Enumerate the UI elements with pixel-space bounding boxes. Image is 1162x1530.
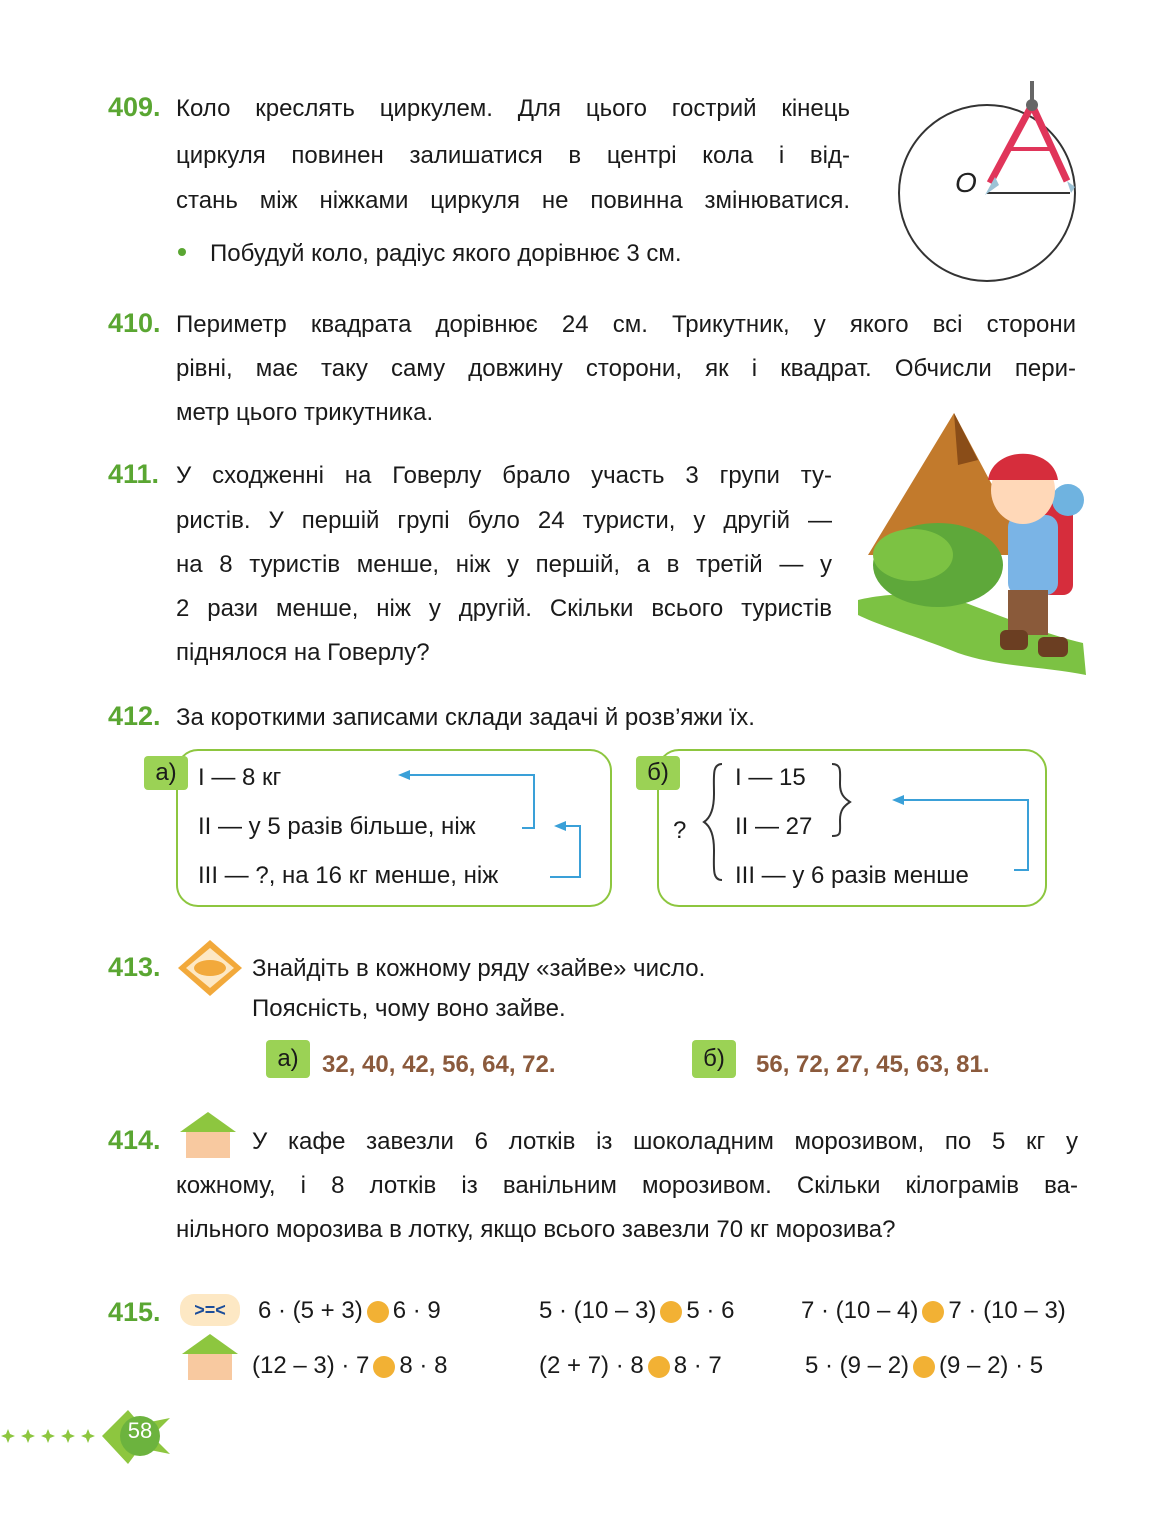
compare-icon: >=<	[180, 1294, 240, 1326]
task-411-line-4: 2 рази менше, ніж у другій. Скільки всього туристів	[176, 595, 832, 622]
note-a-line-1: I — 8 кг	[198, 764, 282, 791]
bullet-icon	[178, 248, 186, 256]
note-b-line-2: II — 27	[735, 813, 813, 840]
task-414-line-1: У кафе завезли 6 лотків із шоколадним морозивом, по 5 кг у	[252, 1128, 1078, 1155]
note-a-line-3: III — ?, на 16 кг менше, ніж	[198, 862, 499, 889]
tag-413-b: б)	[692, 1040, 736, 1078]
row-b-numbers: 56, 72, 27, 45, 63, 81.	[756, 1051, 990, 1078]
task-414-number: 414.	[108, 1125, 161, 1155]
task-412-text: За короткими записами склади задачі й розв’яжи їх.	[176, 704, 755, 731]
compare-r1-c3: 7 · (10 – 4) 7 · (10 – 3)	[801, 1297, 1066, 1324]
compare-dot-icon	[367, 1301, 389, 1323]
task-413-number: 413.	[108, 952, 161, 982]
hiker-illustration	[858, 405, 1088, 680]
page-ornament	[0, 1404, 200, 1474]
task-409-bullet: Побудуй коло, радіус якого дорівнює 3 см.	[210, 240, 682, 267]
compare-dot-icon	[922, 1301, 944, 1323]
task-411-line-2: ристів. У першій групі було 24 туристи, у другій —	[176, 507, 832, 534]
compare-r1-c1: 6 · (5 + 3) 6 · 9	[258, 1297, 441, 1324]
compare-dot-icon	[913, 1356, 935, 1378]
compare-dot-icon	[660, 1301, 682, 1323]
task-411-line-3: на 8 туристів менше, ніж у першій, а в третій — у	[176, 551, 832, 578]
tag-b: б)	[636, 756, 680, 790]
note-b-question: ?	[673, 817, 687, 844]
task-409-line-2: циркуля повинен залишатися в центрі кола і від-	[176, 142, 850, 169]
home-task-icon	[180, 1112, 236, 1158]
tag-a: а)	[144, 756, 188, 790]
task-409-number: 409.	[108, 92, 161, 122]
task-411-number: 411.	[108, 459, 160, 489]
task-409-line-3: стань між ніжками циркуля не повинна змінюватися.	[176, 187, 850, 214]
handshake-icon	[176, 938, 244, 998]
task-415-number: 415.	[108, 1297, 161, 1327]
tag-413-a: а)	[266, 1040, 310, 1078]
compare-dot-icon	[648, 1356, 670, 1378]
task-413-line-2: Поясність, чому воно зайве.	[252, 995, 566, 1022]
task-414-line-2: кожному, і 8 лотків із ванільним морозивом. Скільки кілограмів ва-	[176, 1172, 1078, 1199]
compare-r2-c1: (12 – 3) · 7 8 · 8	[252, 1352, 448, 1379]
compare-r2-c3: 5 · (9 – 2) (9 – 2) · 5	[805, 1352, 1044, 1379]
arrows-a	[390, 765, 590, 885]
home-task-icon-2	[182, 1334, 238, 1380]
note-b-line-3: III — у 6 разів менше	[735, 862, 969, 889]
task-411-line-1: У сходженні на Говерлу брало участь 3 групи ту-	[176, 462, 832, 489]
note-b-line-1: I — 15	[735, 764, 806, 791]
compare-dot-icon	[373, 1356, 395, 1378]
page-number: 58	[127, 1418, 153, 1443]
row-a-numbers: 32, 40, 42, 56, 64, 72.	[322, 1051, 556, 1078]
compare-r1-c2: 5 · (10 – 3) 5 · 6	[539, 1297, 735, 1324]
compare-r2-c2: (2 + 7) · 8 8 · 7	[539, 1352, 722, 1379]
task-410-number: 410.	[108, 308, 161, 338]
task-413-line-1: Знайдіть в кожному ряду «зайве» число.	[252, 955, 706, 982]
circle-center-label: O	[955, 167, 977, 198]
compass-circle-figure	[895, 75, 1085, 290]
task-410-line-3: метр цього трикутника.	[176, 399, 434, 426]
task-410-line-2: рівні, має таку саму довжину сторони, як і квадрат. Обчисли пери-	[176, 355, 1076, 382]
task-411-line-5: піднялося на Говерлу?	[176, 639, 430, 666]
task-410-line-1: Периметр квадрата дорівнює 24 см. Трикутник, у якого всі сторони	[176, 311, 1076, 338]
note-a-line-2: II — у 5 разів більше, ніж	[198, 813, 476, 840]
task-412-number: 412.	[108, 701, 161, 731]
task-414-line-3: нільного морозива в лотку, якщо всього завезли 70 кг морозива?	[176, 1216, 896, 1243]
task-409-line-1: Коло креслять циркулем. Для цього гострий кінець	[176, 95, 850, 122]
